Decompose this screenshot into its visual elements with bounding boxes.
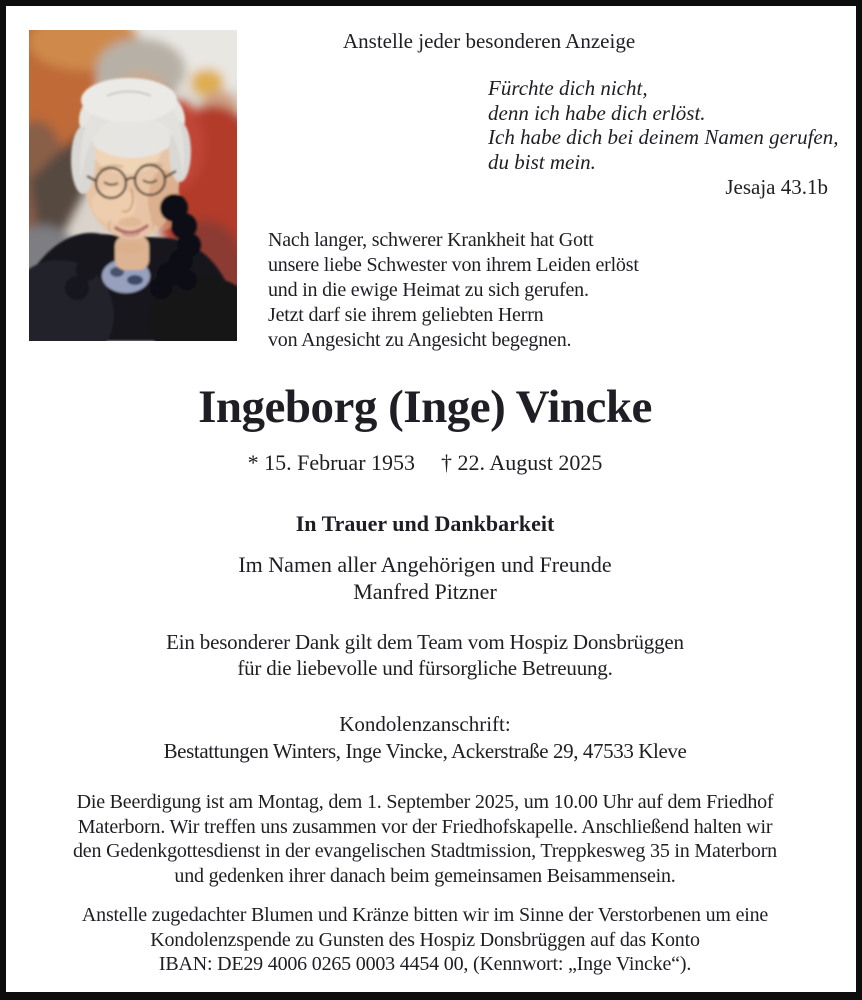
quote-line: Ich habe dich bei deinem Namen gerufen, <box>488 125 839 149</box>
mourning-heading: In Trauer und Dankbarkeit <box>295 511 555 536</box>
scan-frame-top <box>0 0 862 6</box>
bible-quote <box>488 76 838 174</box>
funeral-line: Materborn. Wir treffen uns zusammen vor der Friedhofskapelle. Anschließend halten wir <box>77 815 773 838</box>
funeral-line: den Gedenkgottesdienst in der evangelischen Stadtmission, Treppkesweg 35 in Materborn <box>73 840 777 862</box>
condolence-address: Bestattungen Winters, Inge Vincke, Ackerstraße 29, 47533 Kleve <box>163 739 687 763</box>
announcement-note: Anstelle jeder besonderen Anzeige <box>343 29 636 53</box>
funeral-line: und gedenken ihrer danach beim gemeinsamen Beisammensein. <box>174 864 676 887</box>
intro-line: Nach langer, schwerer Krankheit hat Gott <box>268 229 594 251</box>
intro-text <box>268 228 639 353</box>
intro-line: Jetzt darf sie ihrem geliebten Herrn <box>268 304 544 326</box>
condolence-heading: Kondolenzanschrift: <box>339 712 511 736</box>
intro-line: unsere liebe Schwester von ihrem Leiden erlöst <box>268 254 639 276</box>
quote-attribution: Jesaja 43.1b <box>725 175 828 199</box>
quote-line: denn ich habe dich erlöst. <box>488 100 706 125</box>
mourning-on-behalf: Im Namen aller Angehörigen und Freunde <box>238 552 612 577</box>
thanks-line: Ein besonderer Dank gilt dem Team vom Hospiz Donsbrüggen <box>166 630 684 654</box>
life-dates <box>0 450 850 476</box>
birth-date: * 15. Februar 1953 <box>247 450 416 475</box>
scan-frame-bottom <box>0 992 862 1000</box>
death-date: † 22. August 2025 <box>441 450 603 475</box>
donation-request <box>0 903 850 977</box>
scan-frame-right <box>856 0 862 1000</box>
portrait-photo-svg <box>29 30 237 341</box>
intro-line: und in die ewige Heimat zu sich gerufen. <box>268 279 589 301</box>
intro-line: von Angesicht zu Angesicht begegnen. <box>268 329 572 351</box>
mourner-name: Manfred Pitzner <box>353 579 497 604</box>
quote-line: du bist mein. <box>488 149 596 174</box>
deceased-name: Ingeborg (Inge) Vincke <box>198 381 652 433</box>
portrait-photo <box>29 30 237 341</box>
funeral-details <box>0 790 850 888</box>
donation-line: Kondolenzspende zu Gunsten des Hospiz Donsbrüggen auf das Konto <box>150 928 700 951</box>
donation-line: IBAN: DE29 4006 0265 0003 4454 00, (Kennwort: „Inge Vincke“). <box>158 953 692 975</box>
quote-line: Fürchte dich nicht, <box>488 76 648 100</box>
thanks-line: für die liebevolle und fürsorgliche Betreuung. <box>237 656 613 680</box>
thanks-text <box>0 629 850 681</box>
donation-line: Anstelle zugedachter Blumen und Kränze bitten wir im Sinne der Verstorbenen um eine <box>81 904 769 926</box>
funeral-line: Die Beerdigung ist am Montag, dem 1. September 2025, um 10.00 Uhr auf dem Friedhof <box>76 791 774 813</box>
